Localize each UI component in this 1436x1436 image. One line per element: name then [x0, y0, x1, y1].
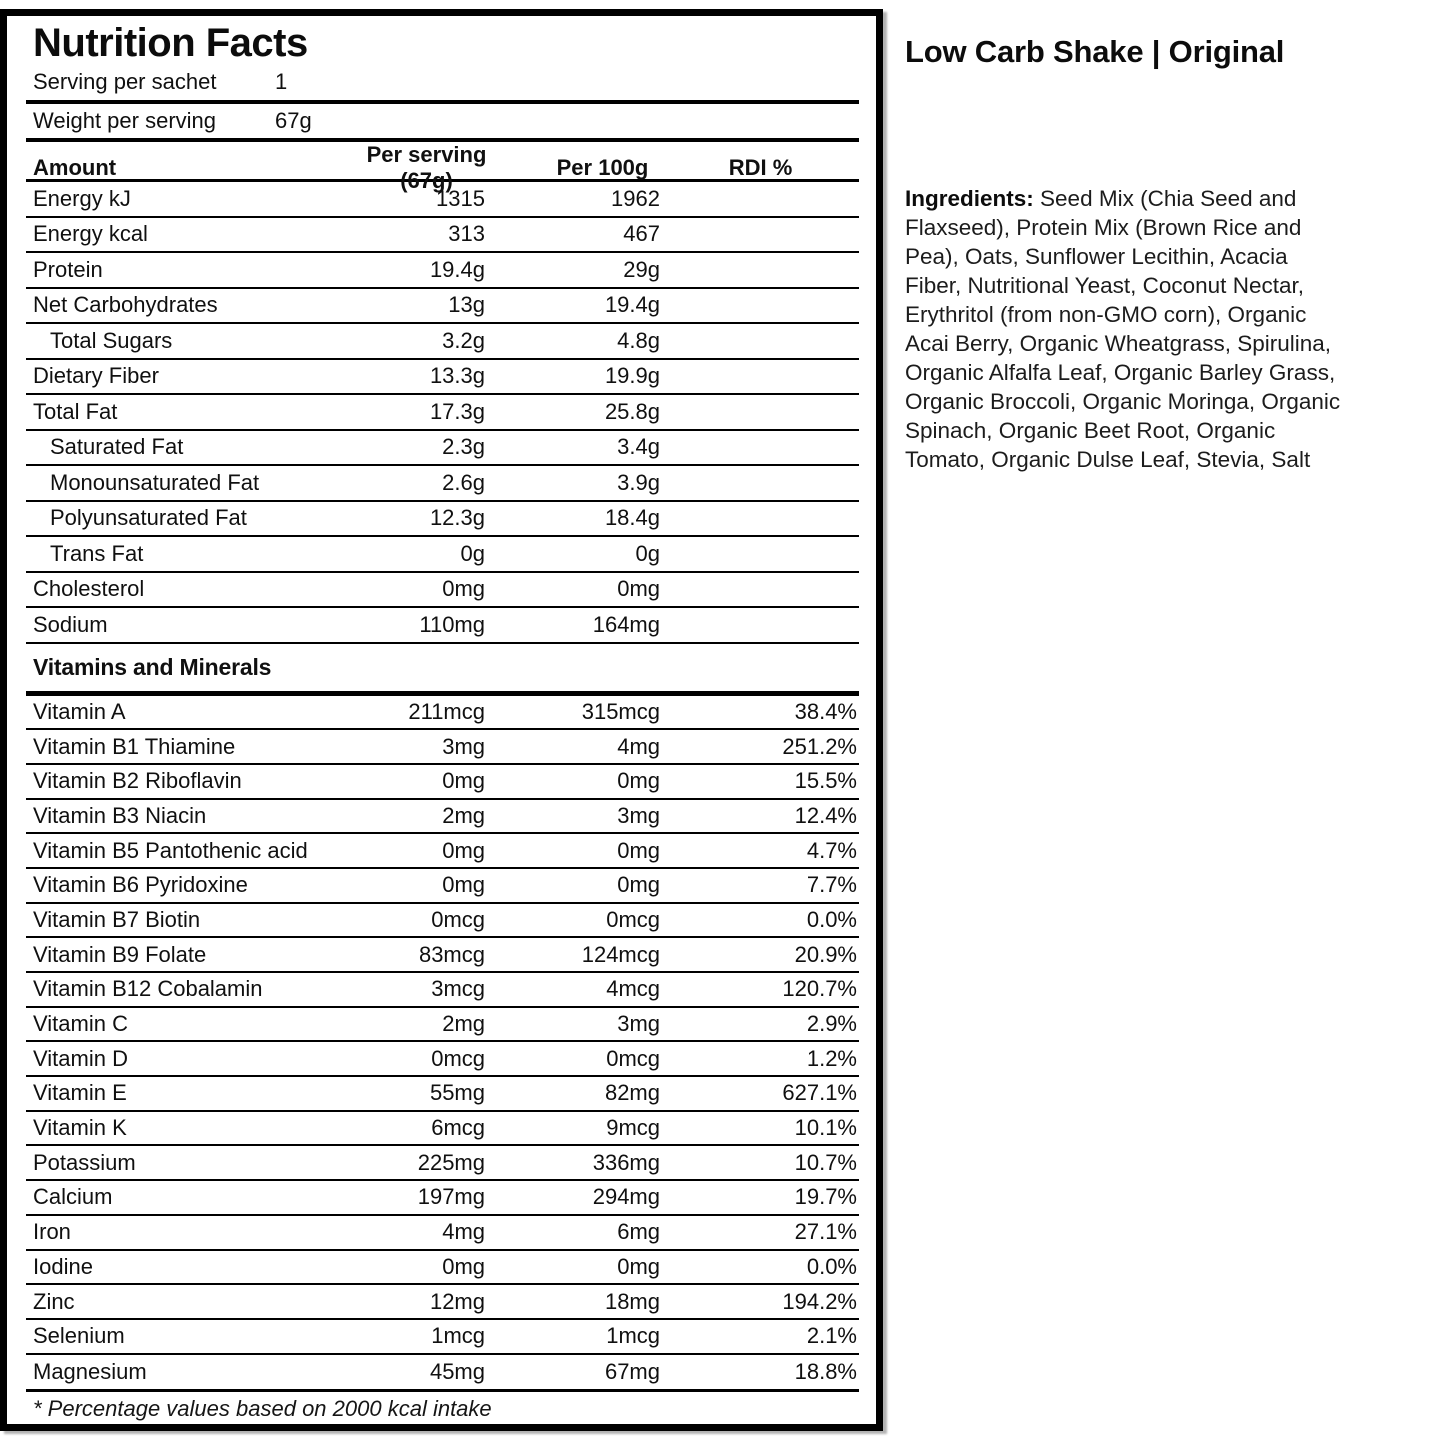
table-row [26, 431, 859, 467]
table-row [26, 1042, 859, 1077]
row-label: Vitamin B5 Pantothenic acid [33, 837, 308, 863]
weight-label: Weight per serving [33, 108, 217, 133]
row-label: Vitamin B7 Biotin [33, 906, 201, 932]
table-row [26, 765, 859, 800]
row-label: Iodine [33, 1253, 93, 1279]
row-per-100g-value: 467 [623, 221, 660, 247]
row-label: Polyunsaturated Fat [50, 505, 247, 531]
ingredients-text: Seed Mix (Chia Seed and Flaxseed), Protein Mix (Brown Rice and Pea), Oats, Sunflower Lecithin, Acacia Fiber, Nutritional Yeast, Coconut Nectar, Erythritol (from non-GMO corn), Organic Acai Berry, Organic Wheatgrass, Spirulina, Organic Alfalfa Leaf, Organic Barley Grass, Organic Broccoli, Organic Moringa, Organic Spinach, Organic Beet Root, Organic Tomato, Organic Dulse Leaf, Stevia, Salt [905, 186, 1341, 472]
row-per-serving-value: 13g [448, 292, 485, 318]
row-per-serving-value: 0mcg [431, 906, 485, 932]
row-per-serving-value: 4mg [442, 1219, 485, 1245]
row-label: Iron [33, 1219, 71, 1245]
row-per-100g-value: 4mg [617, 733, 660, 759]
row-per-serving-value: 0g [460, 540, 485, 566]
row-per-100g-value: 3mg [617, 1011, 660, 1037]
row-rdi-value: 19.7% [794, 1184, 857, 1210]
row-label: Total Fat [33, 398, 118, 424]
table-row [26, 218, 859, 254]
row-per-100g-value: 67mg [604, 1358, 660, 1384]
row-rdi-value: 7.7% [806, 872, 857, 898]
column-header-amount: Amount [33, 155, 117, 180]
table-row [26, 1216, 859, 1251]
row-rdi-value: 10.7% [794, 1149, 857, 1175]
row-per-100g-value: 294mg [592, 1184, 660, 1210]
row-per-serving-value: 3mg [442, 733, 485, 759]
row-per-100g-value: 18mg [604, 1288, 660, 1314]
row-per-100g-value: 1962 [611, 185, 660, 211]
table-row [26, 1285, 859, 1320]
row-rdi-value: 10.1% [794, 1115, 857, 1141]
row-per-100g-value: 82mg [604, 1080, 660, 1106]
row-rdi-value: 27.1% [794, 1219, 857, 1245]
table-row [26, 904, 859, 939]
table-row [26, 573, 859, 609]
row-per-100g-value: 164mg [592, 611, 660, 637]
row-label: Vitamin B12 Cobalamin [33, 976, 263, 1002]
row-per-serving-value: 19.4g [429, 256, 485, 282]
row-per-100g-value: 3.4g [617, 434, 660, 460]
row-per-serving-value: 0mg [442, 872, 485, 898]
table-row [26, 834, 859, 869]
table-row [26, 973, 859, 1008]
row-per-serving-value: 211mcg [408, 698, 485, 724]
table-row [26, 800, 859, 835]
row-per-serving-value: 12.3g [429, 505, 485, 531]
column-header-per-100g: Per 100g [556, 155, 649, 180]
vitamin-mineral-rows [26, 696, 859, 1390]
serving-value: 1 [275, 68, 288, 94]
row-label: Cholesterol [33, 576, 145, 602]
table-row [26, 608, 859, 644]
row-per-100g-value: 315mcg [581, 698, 660, 724]
product-info-column [905, 34, 1342, 474]
row-label: Vitamin B9 Folate [33, 941, 207, 967]
row-per-serving-value: 313 [448, 221, 485, 247]
table-row [26, 253, 859, 289]
row-label: Total Sugars [50, 327, 173, 353]
row-rdi-value: 1.2% [806, 1045, 857, 1071]
row-label: Vitamin B3 Niacin [33, 802, 207, 828]
row-label: Vitamin B1 Thiamine [33, 733, 236, 759]
panel-title: Nutrition Facts [33, 21, 308, 65]
row-per-serving-value: 0mg [442, 768, 485, 794]
row-per-100g-value: 19.4g [604, 292, 660, 318]
row-rdi-value: 0.0% [806, 1253, 857, 1279]
table-row [26, 696, 859, 731]
row-rdi-value: 12.4% [794, 802, 857, 828]
row-per-100g-value: 0mg [617, 1253, 660, 1279]
row-rdi-value: 2.1% [806, 1323, 857, 1349]
table-header-row [26, 142, 859, 193]
footnote: * Percentage values based on 2000 kcal intake [26, 1389, 859, 1425]
row-label: Potassium [33, 1149, 136, 1175]
row-per-serving-value: 0mcg [431, 1045, 485, 1071]
table-row [26, 938, 859, 973]
row-label: Dietary Fiber [33, 363, 159, 389]
row-rdi-value: 38.4% [794, 698, 857, 724]
row-rdi-value: 627.1% [782, 1080, 857, 1106]
row-label: Vitamin C [33, 1011, 128, 1037]
table-row [26, 1008, 859, 1043]
row-per-serving-value: 1315 [436, 185, 485, 211]
ingredients-label: Ingredients: [905, 186, 1034, 211]
column-header-per-serving: Per serving (67g) [366, 142, 487, 193]
row-rdi-value: 0.0% [806, 906, 857, 932]
row-per-100g-value: 6mg [617, 1219, 660, 1245]
row-per-serving-value: 6mcg [431, 1115, 485, 1141]
column-header-rdi: RDI % [728, 155, 793, 180]
row-label: Energy kcal [33, 221, 148, 247]
row-rdi-value: 194.2% [782, 1288, 857, 1314]
row-per-100g-value: 0g [635, 540, 660, 566]
row-label: Vitamin B2 Riboflavin [33, 768, 242, 794]
row-per-serving-value: 2mg [442, 1011, 485, 1037]
row-per-100g-value: 0mg [617, 872, 660, 898]
table-row [26, 1181, 859, 1216]
row-rdi-value: 18.8% [794, 1358, 857, 1384]
row-per-serving-value: 3mcg [431, 976, 485, 1002]
row-per-100g-value: 3mg [617, 802, 660, 828]
row-rdi-value: 20.9% [794, 941, 857, 967]
row-per-serving-value: 2.6g [442, 469, 485, 495]
table-row [26, 730, 859, 765]
row-per-serving-value: 45mg [429, 1358, 485, 1384]
table-row [26, 466, 859, 502]
table-row [26, 502, 859, 538]
row-per-serving-value: 13.3g [429, 363, 485, 389]
row-rdi-value: 15.5% [794, 768, 857, 794]
row-label: Vitamin K [33, 1115, 127, 1141]
table-row [26, 1355, 859, 1390]
row-per-serving-value: 0mg [442, 576, 485, 602]
nutrition-facts-panel [0, 9, 883, 1431]
table-row [26, 537, 859, 573]
row-label: Energy kJ [33, 185, 131, 211]
row-per-serving-value: 0mg [442, 1253, 485, 1279]
row-per-serving-value: 3.2g [442, 327, 485, 353]
table-row [26, 324, 859, 360]
table-row [26, 1077, 859, 1112]
row-per-serving-value: 17.3g [429, 398, 485, 424]
table-row [26, 360, 859, 396]
row-label: Trans Fat [50, 540, 144, 566]
row-per-serving-value: 55mg [429, 1080, 485, 1106]
row-label: Saturated Fat [50, 434, 184, 460]
row-per-100g-value: 29g [623, 256, 660, 282]
row-label: Zinc [33, 1288, 75, 1314]
product-title: Low Carb Shake | Original [905, 34, 1285, 69]
row-per-serving-value: 12mg [429, 1288, 485, 1314]
serving-label: Serving per sachet [33, 68, 217, 94]
table-row [26, 869, 859, 904]
row-per-100g-value: 0mg [617, 837, 660, 863]
row-per-serving-value: 1mcg [431, 1323, 485, 1349]
row-rdi-value: 4.7% [806, 837, 857, 863]
row-per-100g-value: 0mg [617, 576, 660, 602]
row-per-100g-value: 4mcg [606, 976, 660, 1002]
row-per-100g-value: 0mcg [606, 1045, 660, 1071]
row-label: Monounsaturated Fat [50, 469, 260, 495]
row-per-100g-value: 4.8g [617, 327, 660, 353]
row-per-serving-value: 110mg [419, 611, 485, 637]
table-row [26, 1112, 859, 1147]
row-rdi-value: 251.2% [782, 733, 857, 759]
row-label: Vitamin B6 Pyridoxine [33, 872, 248, 898]
row-per-100g-value: 25.8g [604, 398, 660, 424]
row-label: Magnesium [33, 1358, 147, 1384]
row-label: Selenium [33, 1323, 125, 1349]
row-per-100g-value: 9mcg [606, 1115, 660, 1141]
weight-value: 67g [275, 108, 312, 133]
row-rdi-value: 2.9% [806, 1011, 857, 1037]
row-per-100g-value: 0mg [617, 768, 660, 794]
row-per-100g-value: 336mg [592, 1149, 660, 1175]
row-per-100g-value: 3.9g [617, 469, 660, 495]
row-label: Sodium [33, 611, 108, 637]
row-per-100g-value: 1mcg [606, 1323, 660, 1349]
row-per-serving-value: 2mg [442, 802, 485, 828]
row-per-100g-value: 19.9g [604, 363, 660, 389]
row-per-serving-value: 2.3g [442, 434, 485, 460]
row-per-serving-value: 0mg [442, 837, 485, 863]
row-per-serving-value: 83mcg [418, 941, 485, 967]
table-row [26, 1251, 859, 1286]
row-rdi-value: 120.7% [782, 976, 857, 1002]
table-row [26, 289, 859, 325]
table-row [26, 182, 859, 218]
macronutrient-rows [26, 182, 859, 644]
table-row [26, 395, 859, 431]
table-row [26, 1320, 859, 1355]
row-label: Calcium [33, 1184, 113, 1210]
row-per-serving-value: 197mg [417, 1184, 485, 1210]
row-per-100g-value: 18.4g [604, 505, 660, 531]
ingredients-paragraph [905, 184, 1342, 474]
table-row [26, 1146, 859, 1181]
row-per-100g-value: 124mcg [581, 941, 660, 967]
weight-row [26, 104, 859, 142]
row-label: Net Carbohydrates [33, 292, 218, 318]
row-label: Vitamin E [33, 1080, 127, 1106]
row-per-serving-value: 225mg [417, 1149, 485, 1175]
vitamins-minerals-heading: Vitamins and Minerals [26, 644, 859, 696]
serving-row [26, 63, 859, 104]
row-per-100g-value: 0mcg [606, 906, 660, 932]
row-label: Protein [33, 256, 103, 282]
row-label: Vitamin A [33, 698, 126, 724]
row-label: Vitamin D [33, 1045, 128, 1071]
